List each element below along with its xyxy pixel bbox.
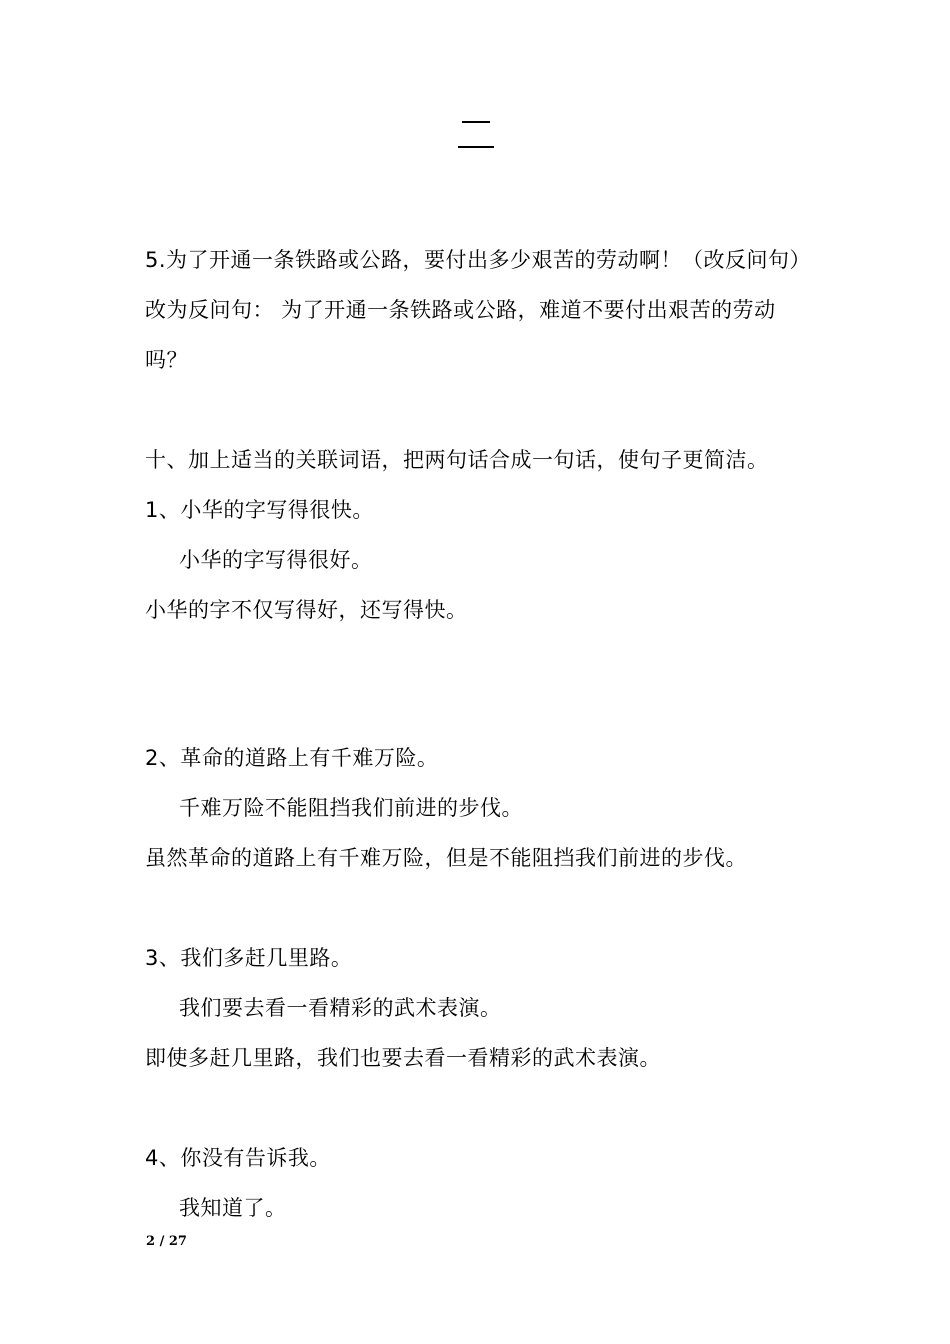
item-1-sentence-1: 1、小华的字写得很快。 bbox=[145, 498, 374, 522]
item-1-sentence-2: 小华的字写得很好。 bbox=[179, 548, 373, 572]
question-5-line-1: 5.为了开通一条铁路或公路，要付出多少艰苦的劳动啊！（改反问句） bbox=[145, 248, 812, 272]
heading-stroke-bottom bbox=[458, 146, 494, 148]
item-3-sentence-2: 我们要去看一看精彩的武术表演。 bbox=[179, 996, 502, 1020]
question-5-line-3: 吗？ bbox=[145, 348, 188, 372]
page-number: 2 / 27 bbox=[146, 1234, 187, 1249]
item-4-sentence-1: 4、你没有告诉我。 bbox=[145, 1146, 331, 1170]
item-2-answer: 虽然革命的道路上有千难万险，但是不能阻挡我们前进的步伐。 bbox=[145, 846, 747, 870]
heading-stroke-top bbox=[462, 121, 490, 123]
item-2-sentence-2: 千难万险不能阻挡我们前进的步伐。 bbox=[179, 796, 523, 820]
page-heading bbox=[458, 115, 494, 149]
item-3-sentence-1: 3、我们多赶几里路。 bbox=[145, 946, 353, 970]
item-4-sentence-2: 我知道了。 bbox=[179, 1196, 287, 1220]
section-10-title: 十、加上适当的关联词语，把两句话合成一句话，使句子更简洁。 bbox=[145, 448, 769, 472]
question-5-line-2: 改为反问句： 为了开通一条铁路或公路，难道不要付出艰苦的劳动 bbox=[145, 298, 776, 322]
item-2-sentence-1: 2、革命的道路上有千难万险。 bbox=[145, 746, 439, 770]
item-1-answer: 小华的字不仅写得好，还写得快。 bbox=[145, 598, 468, 622]
item-3-answer: 即使多赶几里路，我们也要去看一看精彩的武术表演。 bbox=[145, 1046, 661, 1070]
